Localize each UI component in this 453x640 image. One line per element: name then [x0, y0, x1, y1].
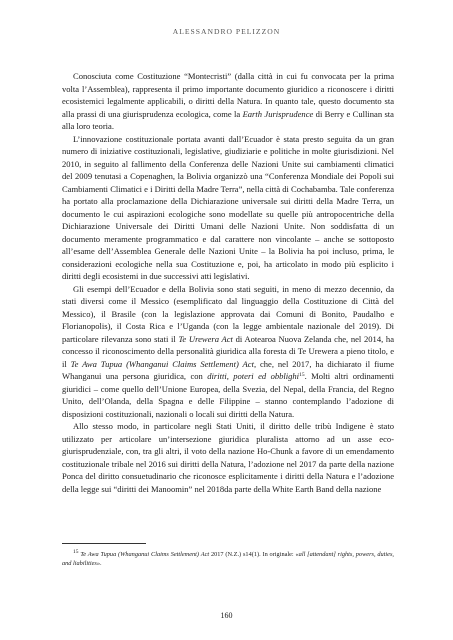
text-run: di Aotearoa Nuova Zelanda che, nel 2014, ha concesso il riconoscimento della personalità giuridica alla foresta di Te Urewera a pieno titolo, e il — [62, 333, 394, 369]
text-run: Conosciuta come Costituzione “Montecristi” (dalla città in cui fu convocata per la prima volta l’Assemblea), rappresenta il primo importante documento giuridico a riconoscere i diritti ecosistemici legalmente applicabili, o diritti della Natura. In quanto tale, questo documento sta alla prassi di una giurisprudenza ecologica, come la — [62, 71, 394, 119]
footnote-marker: 15 — [73, 549, 79, 555]
text-run: Allo stesso modo, in particolare negli Stati Uniti, il diritto delle tribù Indigene è stato utilizzato per articolare un’intersezione giuridica pluralista attorno ad un asse eco-giurisprudenziale, con, tra gli altri, il voto della nazione Ho-Chunk a favore di un emendamento costituzionale tribale nel 2016 sui diritti della Natura, l’adozione nel 2017 da parte della nazione Ponca del diritto consuetudinario che riconosce esplicitamente i diritti della Natura e l’adozione della legge sui “diritti dei Manoomin” nel 2018da parte della White Earth Band della nazione — [62, 421, 394, 494]
paragraph — [62, 133, 394, 283]
text-run: . Molti altri ordinamenti giuridici – come quello dell’Unione Europea, della Svezia, del Nepal, della Francia, del Regno Unito, dell’Olanda, della Spagna e delle Filippine – stanno contemplando l’adozione di disposizioni costituzionali, nazionali o locali sui diritti della Natura. — [62, 371, 394, 419]
text-run: Gli esempi dell’Ecuador e della Bolivia sono stati seguiti, in meno di mezzo decennio, da stati diversi come il Messico (esemplificato dal linguaggio della Costituzione di Città del Messico), il Brasile (con la legislazione approvata dai Comuni di Bonito, Paudalho e Florianopolis), il Costa Rica e l’Uganda (con la legge ambientale nazionale del 2019). Di particolare rilevanza sono stati il — [62, 283, 394, 344]
italic-text: Te Urewera Act — [178, 333, 233, 344]
paragraph — [62, 420, 394, 495]
text-run: ». — [96, 560, 102, 567]
italic-text: diritti, poteri ed obblighi — [207, 371, 300, 381]
footnote — [62, 550, 394, 568]
text-run: L’innovazione costituzionale portata avanti dall’Ecuador è stata presto seguita da un gran numero di iniziative costituzionali, legislative, giudiziarie e politiche in molte giurisdizioni. Nel 2010, in seguito al fallimento della Conferenza delle Nazioni Unite sui cambiamenti climatici del 2009 tenutasi a Copenaghen, la Bolivia organizzò una “Conferenza Mondiale dei Popoli sui Cambiamenti Climatici e i Diritti della Madre Terra”, nella città di Cochabamba. Tale conferenza ha portato alla proclamazione della Dichiarazione universale sui diritti della Madre Terra, un documento le cui aspirazioni ecologiche sono modellate su quelle più antropocentriche della Dichiarazione Universale dei Diritti Umani delle Nazioni Unite. Non soddisfatta di un documento meramente programmatico e dal carattere non vincolante – anche se sottoposto all’esame dell’Assemblea Generale delle Nazioni Unite – la Bolivia ha poi incluso, prima, le considerazioni ecologiche nella sua Costituzione e, poi, ha articolato in modo più esplicito i diritti degli ecosistemi in due successivi atti legislativi. — [62, 133, 394, 281]
paragraph — [62, 283, 394, 421]
text-run: di Berry e Cullinan sta alla loro teoria. — [62, 108, 394, 131]
italic-text: Te Awa Tupua (Whanganui Claims Settlement) Act — [70, 358, 254, 369]
italic-text: Earth Jurisprudence — [242, 108, 314, 119]
italic-text: Te Awa Tupua (Whanganui Claims Settlement) Act — [80, 551, 210, 558]
footnote-marker: 15 — [299, 372, 305, 378]
italic-text: all [attendant] rights, powers, duties, and liabilities — [62, 551, 394, 567]
text-run: 2017 (N.Z.) s14(1). In originale: « — [209, 551, 299, 558]
footnote-text — [62, 550, 394, 568]
text-run: , che, nel 2017, ha dichiarato il fiume Whanganui una persona giuridica, con — [62, 358, 395, 381]
footnote-separator — [62, 543, 146, 544]
running-header: ALESSANDRO PELIZZON — [172, 27, 281, 36]
paragraph — [62, 70, 394, 133]
body-text — [62, 70, 394, 495]
page-number: 160 — [220, 611, 233, 620]
